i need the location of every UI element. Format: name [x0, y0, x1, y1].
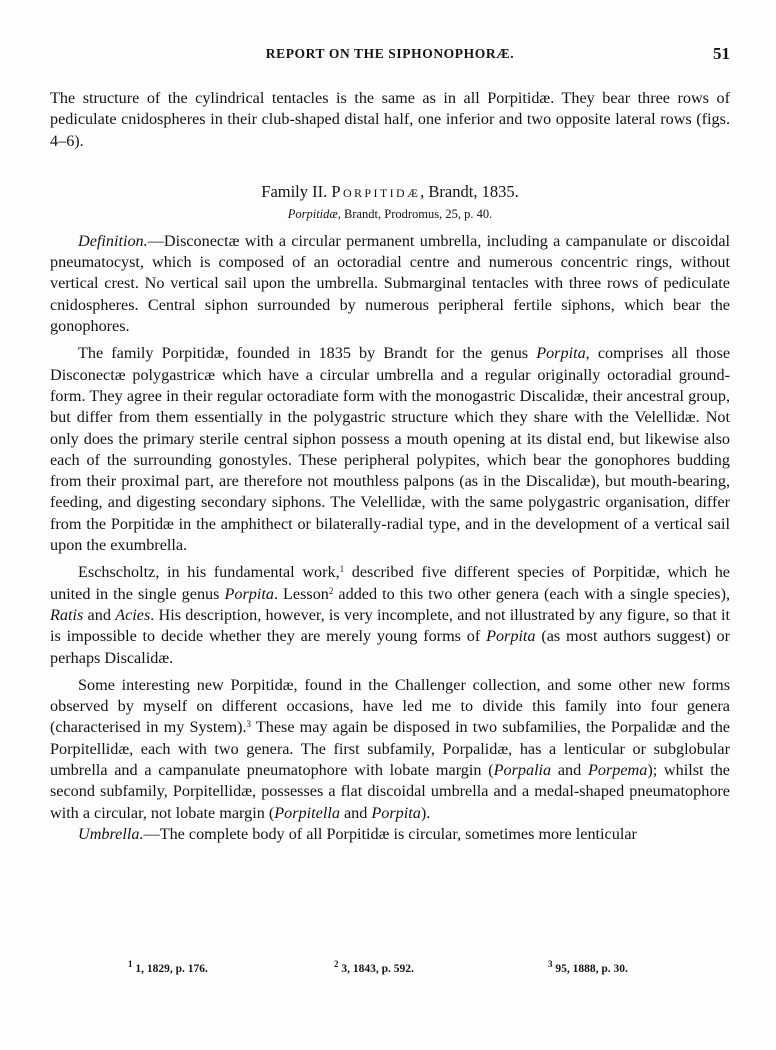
- family-ref-taxon: Porpitidæ: [287, 206, 338, 221]
- family-prefix: Family II.: [261, 181, 332, 201]
- footnote-3: [548, 959, 628, 975]
- text-run: The family Porpitidæ, founded in 1835 by Brandt for the genus: [78, 344, 537, 363]
- text-run: ); whilst the second subfamily, Porpitellidæ, possesses a flat discoidal umbrella and a medal-shaped pneumatophore with a circular, not lobate margin (: [50, 761, 730, 822]
- text-run: and: [339, 803, 372, 822]
- text-run: added to this two other genera (each with a single species),: [333, 584, 731, 603]
- genus-name: Porpitella: [274, 803, 340, 822]
- body-text: [50, 88, 730, 845]
- definition-paragraph: [50, 231, 730, 337]
- text-run: These may again be disposed in two subfamilies, the Porpalidæ and the Porpitellidæ, each with two genera. The first subfamily, Porpalidæ, has a lenticular or subglobular umbrella and a campanulate pneumatophore with lobate margin (: [50, 718, 730, 780]
- umbrella-label: Umbrella.: [78, 824, 144, 843]
- footnote-text: 95, 1888, p. 30.: [552, 963, 628, 975]
- genus-name: Porpita: [536, 344, 586, 363]
- footnote-mark: 1: [128, 959, 133, 969]
- family-reference: [50, 207, 730, 222]
- text-run: Some interesting new Porpitidæ, found in the Challenger collection, and some other new forms observed by myself on different occasions, have led me to divide this family into four genera (characterised in my System).: [50, 675, 730, 737]
- text-run: ).: [420, 803, 431, 822]
- eschscholtz-paragraph: [50, 562, 730, 668]
- footnote-ref: 2: [328, 585, 334, 596]
- intro-paragraph: The structure of the cylindrical tentacles is the same as in all Porpitidæ. They bear three rows of pediculate cnidospheres in their club-shaped distal half, one inferior and two opposite lateral rows (figs. 4–6).: [50, 89, 730, 150]
- family-paragraph: [50, 343, 730, 556]
- page-number: 51: [713, 44, 730, 63]
- umbrella-paragraph: [50, 824, 730, 845]
- text-run: (as most authors suggest) or perhaps Discalidæ.: [50, 627, 731, 667]
- footnote-ref: 1: [339, 564, 345, 575]
- genus-name: Ratis: [50, 605, 84, 624]
- definition-label: Definition.: [78, 231, 148, 250]
- genera-paragraph: [50, 675, 730, 824]
- family-suffix: , Brandt, 1835.: [420, 181, 519, 201]
- footnote-text: 3, 1843, p. 592.: [338, 963, 414, 975]
- genus-name: Porpita: [224, 584, 274, 603]
- footnotes: [50, 959, 730, 981]
- running-head: [50, 46, 730, 68]
- definition-text: —Disconectæ with a circular permanent umbrella, including a campanulate or discoidal pneumatocyst, which is composed of an octoradial centre and numerous concentric rings, without vertical crest. No vertical sail upon the umbrella. Submarginal tentacles with three rows of pediculate cnidospheres. Central siphon surrounded by numerous peripheral fertile siphons, which bear the gonophores.: [50, 231, 730, 336]
- running-title: REPORT ON THE SIPHONOPHORÆ.: [265, 46, 515, 61]
- genus-name: Acies: [115, 605, 151, 624]
- text-run: and: [551, 761, 588, 780]
- genus-name: Porpita: [486, 627, 536, 646]
- family-ref-citation: , Brandt, Prodromus, 25, p. 40.: [337, 206, 493, 221]
- text-run: Eschscholtz, in his fundamental work,: [78, 563, 340, 582]
- umbrella-text: —The complete body of all Porpitidæ is circular, sometimes more lenticular: [143, 824, 637, 843]
- footnote-text: 1, 1829, p. 176.: [132, 963, 208, 975]
- text-run: and: [83, 605, 116, 624]
- genus-name: Porpema: [587, 761, 648, 780]
- footnote-mark: 3: [548, 959, 553, 969]
- footnote-1: [128, 959, 208, 975]
- footnote-2: [334, 959, 414, 975]
- text-run: , comprises all those Disconectæ polygastricæ which have a circular umbrella and a regular originally octoradial ground-form. They agree in their regular octoradiate form with the monogastric Discalidæ, their ancestral group, but differ from them essentially in the polygastric structure which they share with the Velellidæ. Not only does the primary sterile central siphon possess a mouth opening at its distal end, but likewise also each of the surrounding gonostyles. These peripheral polypites, which bear the gonophores budding from their proximal part, are therefore not mouthless palpons (as in the Discalidæ), but mouth-bearing, feeding, and digesting secondary siphons. The Velellidæ, with the same polygastric organisation, differ from the Porpitidæ in the amphithect or bilaterally-radial type, and in the development of a vertical sail upon the exumbrella.: [50, 344, 731, 555]
- genus-name: Porpalia: [493, 761, 552, 780]
- genus-name: Porpita: [371, 803, 421, 822]
- footnote-mark: 2: [334, 959, 339, 969]
- footnote-ref: 3: [246, 719, 252, 730]
- family-name: Porpitidæ: [331, 181, 421, 201]
- family-heading: [50, 181, 730, 203]
- text-run: described five different species of Porpitidæ, which he united in the single genus: [50, 563, 730, 603]
- text-run: . Lesson: [273, 584, 329, 603]
- text-run: . His description, however, is very incomplete, and not illustrated by any figure, so that it is impossible to decide whether they are merely young forms of: [50, 605, 731, 646]
